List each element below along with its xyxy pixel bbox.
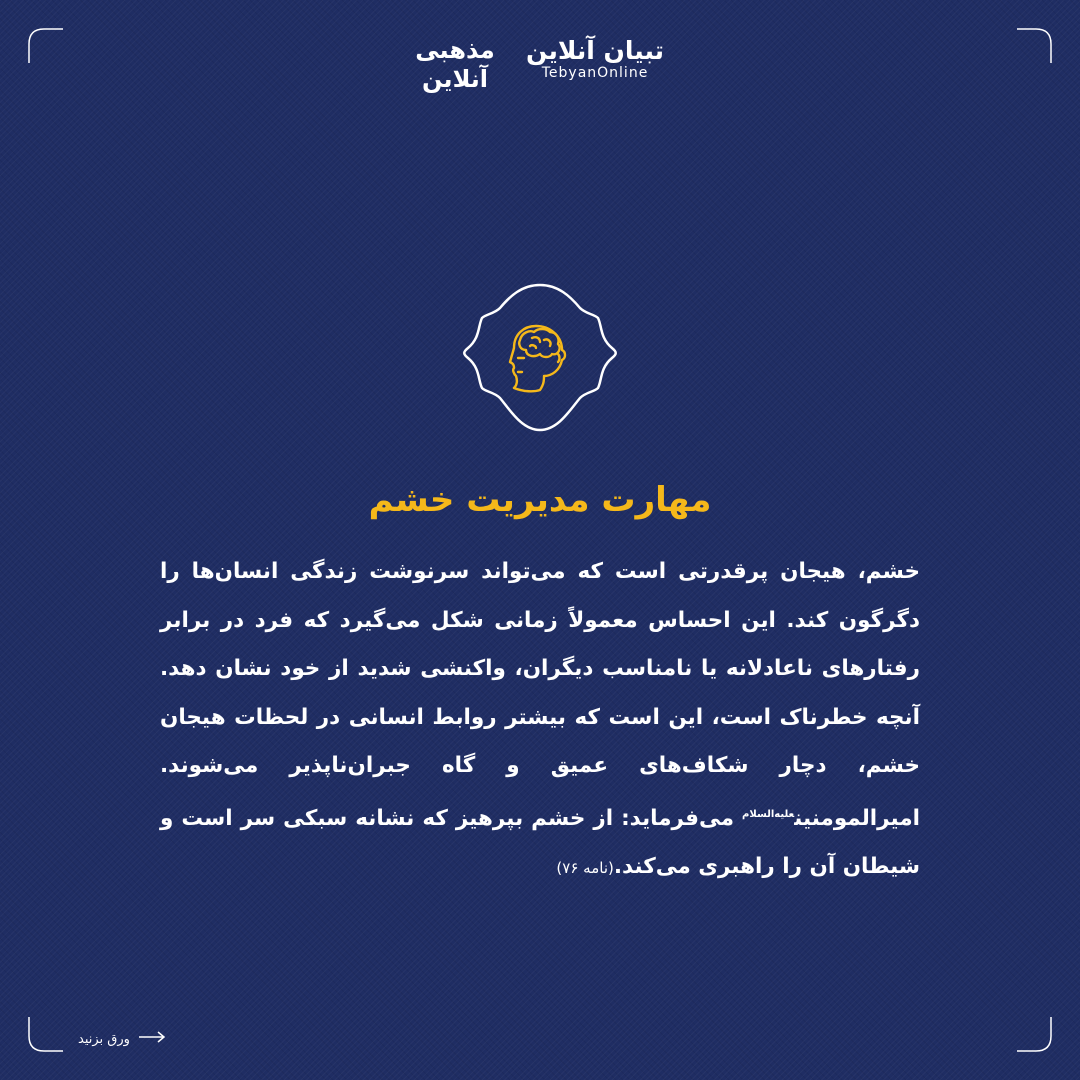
swipe-hint-label: ورق بزنید bbox=[78, 1031, 130, 1047]
head-brain-icon bbox=[504, 318, 576, 398]
header-logos bbox=[0, 36, 1080, 106]
body-text bbox=[160, 548, 920, 893]
corner-bottom-left bbox=[28, 1016, 64, 1052]
arrow-right-icon bbox=[138, 1031, 166, 1047]
icon-frame bbox=[460, 282, 620, 434]
section-logo bbox=[410, 36, 500, 94]
section-logo-line1: مذهبی bbox=[415, 36, 495, 64]
corner-bottom-right bbox=[1016, 1016, 1052, 1052]
reference: (نامه ۷۶) bbox=[556, 859, 614, 877]
body-paragraph: خشم، هیجان پرقدرتی است که می‌تواند سرنوشت زندگی انسان‌ها را دگرگون کند. این احساس معمولاً زمانی شکل می‌گیرد که فرد در برابر رفتارهای ناعادلانه یا نامناسب دیگران، واکنشی شدید از خود نشان دهد. آنچه خطرناک است، این است که بیشتر روابط انسانی در لحظات هیجان خشم، دچار شکاف‌های عمیق و گاه جبران‌ناپذیر می‌شوند. امیرالمومنین bbox=[160, 559, 920, 831]
tebyan-logo-fa: تبیان آنلاین bbox=[526, 36, 665, 65]
tebyan-logo bbox=[526, 36, 664, 81]
section-logo-line2: آنلاین bbox=[421, 65, 489, 93]
honorific: علیه‌السلام bbox=[742, 808, 795, 820]
swipe-hint[interactable] bbox=[78, 1028, 166, 1050]
body-paragraph-2: می‌فرماید: از خشم بپرهیز که نشانه سبکی سر است و شیطان آن را راهبری می‌کند. bbox=[160, 805, 920, 879]
tebyan-logo-en: TebyanOnline bbox=[541, 65, 649, 81]
page-title: مهارت مدیریت خشم bbox=[368, 480, 712, 520]
